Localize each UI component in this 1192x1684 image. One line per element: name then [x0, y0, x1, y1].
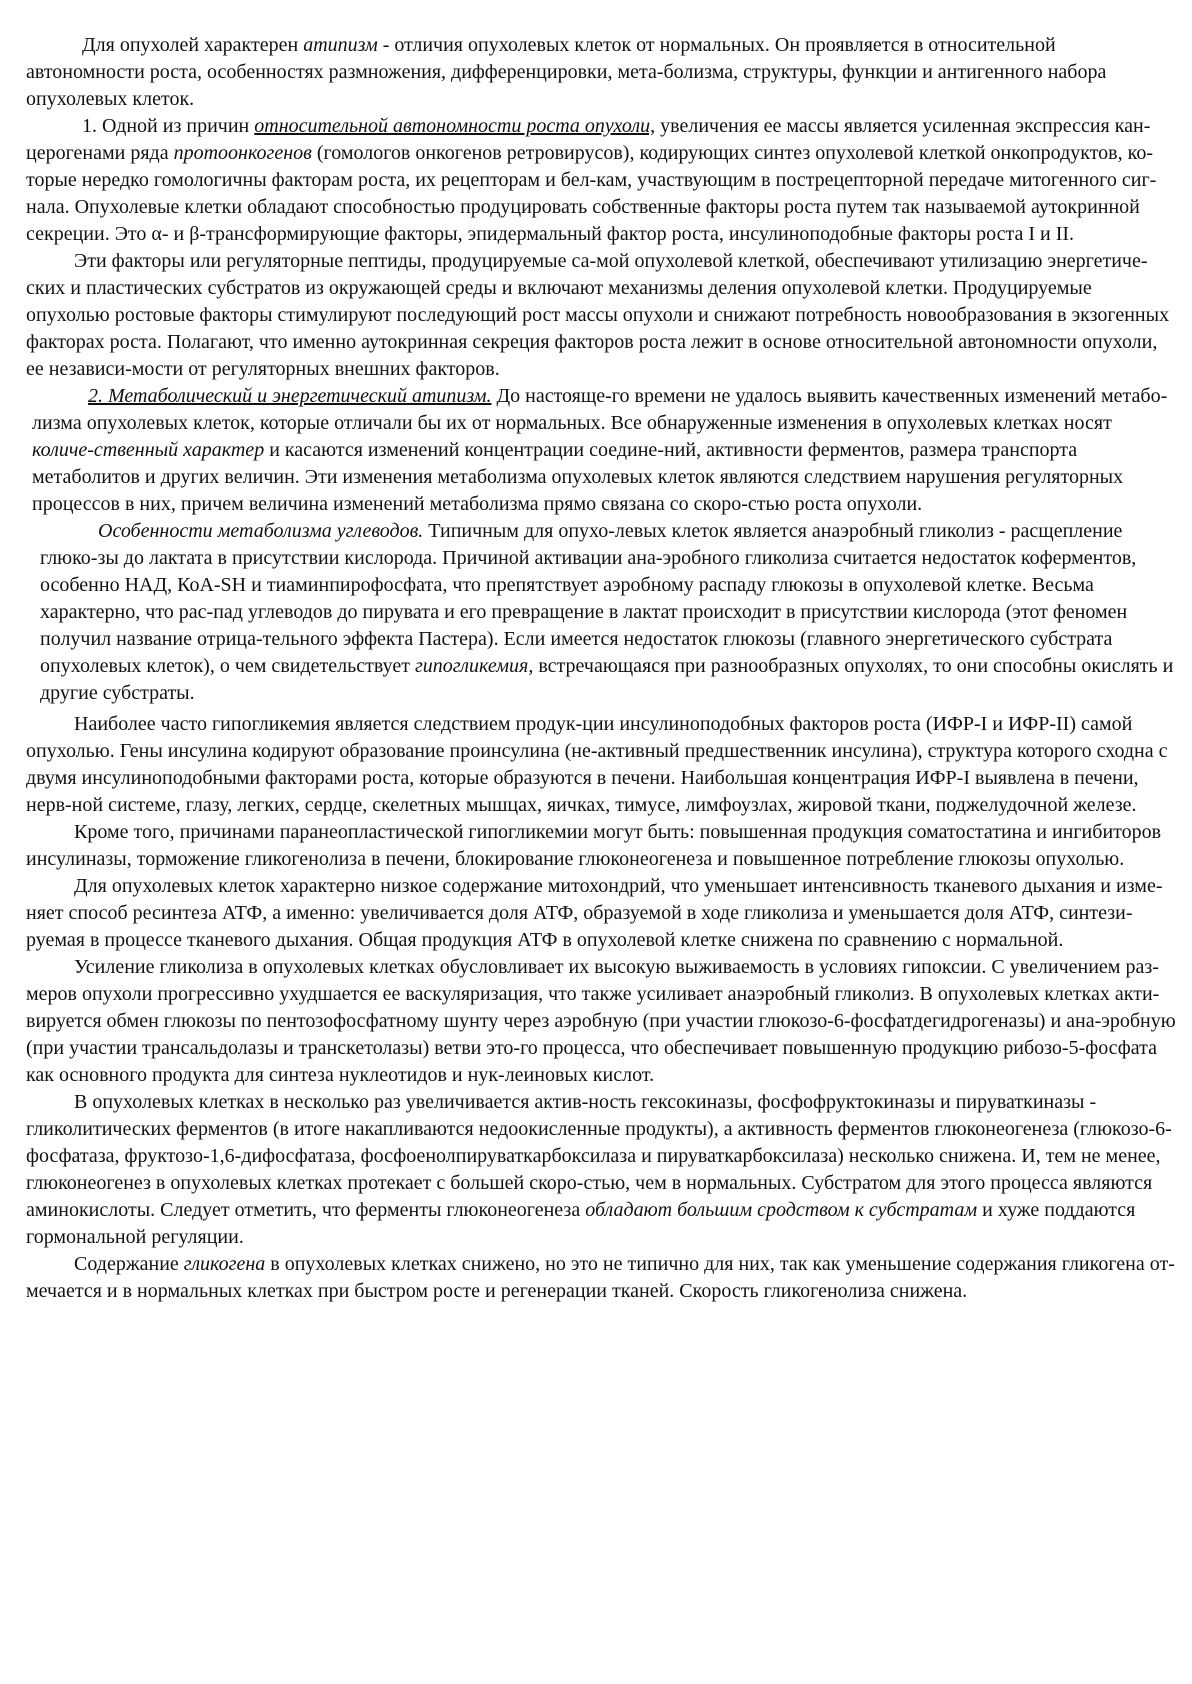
- paragraph-igf: Наиболее часто гипогликемия является следствием продук-ции инсулиноподобных факторов роста (ИФР-I и ИФР-II) самой опухолью. Гены инсулина кодируют образование проинсулина (не-активный предшественник инсулина), структура которого сходна с двумя инсулиноподобными факторами роста, которые образуются в печени. Наибольшая концентрация ИФР-I выявлена в печени, нерв-ной системе, глазу, легких, сердце, скелетных мышцах, яичках, тимусе, лимфоузлах, жировой ткани, поджелудочной железе.: [26, 713, 1168, 816]
- paragraph-regulatory-peptides: Эти факторы или регуляторные пептиды, продуцируемые са-мой опухолевой клеткой, обеспечивают утилизацию энергетиче-ских и пластических субстратов из окружающей среды и включают механизмы деления опухолевой клетки. Продуцируемые опухолью ростовые факторы стимулируют последующий рост массы опухоли и снижают потребность новообразования в экзогенных факторах роста. Полагают, что именно аутокринная секреция факторов роста лежит в основе относительной автономности опухоли, ее независи-мости от регуляторных внешних факторов.: [26, 250, 1170, 380]
- term-protooncogenes: протоонкогенов: [173, 142, 312, 164]
- term-hypoglycemia: гипогликемия,: [414, 655, 534, 677]
- paragraph-mitochondria: Для опухолевых клеток характерно низкое содержание митохондрий, что уменьшает интенсивность тканевого дыхания и изме-няет способ ресинтеза АТФ, а именно: увеличивается доля АТФ, образуемой в ходе гликолиза и уменьшается доля АТФ, синтези-руемая в процессе тканевого дыхания. Общая продукция АТФ в опухолевой клетке снижена по сравнению с нормальной.: [26, 875, 1163, 951]
- paragraph-glycolysis: Усиление гликолиза в опухолевых клетках обусловливает их высокую выживаемость в условиях гипоксии. С увеличением раз-меров опухоли прогрессивно ухудшается ее васкуляризация, что также усиливает анаэробный гликолиз. В опухолевых клетках акти-вируется обмен глюкозы по пентозофосфатному шунту через аэробную (при участии глюкозо-6-фосфатдегидрогеназы) и ана-эробную (при участии трансальдолазы и транскетолазы) ветви это-го процесса, что обеспечивает повышенную продукцию рибозо-5-фосфата как основного продукта для синтеза нуклеотидов и нук-леиновых кислот.: [26, 956, 1176, 1086]
- paragraph-paraneoplastic-hypoglycemia: Кроме того, причинами паранеопластической гипогликемии могут быть: повышенная продукция соматостатина и ингибиторов инсулиназы, торможение гликогенолиза в печени, блокирование глюконеогенеза и повышенное потребление глюкозы опухолью.: [26, 821, 1162, 870]
- term-affinity: обладают большим сродством к субстратам: [585, 1199, 978, 1221]
- paragraph-metabolic-atypism: 2. Метаболический и энергетический атипизм. До настояще-го времени не удалось выявить качественных изменений метабо-лизма опухолевых клеток, которые отличали бы их от нормальных. Все обнаруженные изменения в опухолевых клетках носят количе-ственный характер и касаются изменений концентрации соедине-ний, активности ферментов, размера транспорта метаболитов и других величин. Эти изменения метаболизма опухолевых клеток являются следствием нарушения регуляторных процессов в них, причем величина изменений метаболизма прямо связана со скоро-стью роста опухоли.: [32, 385, 1168, 515]
- paragraph-atypism-intro: Для опухолей характерен атипизм - отличия опухолевых клеток от нормальных. Он проявляется в относительной автономности роста, особенностях размножения, дифференцировки, мета-болизма, структуры, функции и антигенного набора опухолевых клеток.: [26, 34, 1107, 110]
- heading-metabolic-atypism: 2. Метаболический и энергетический атипизм.: [88, 385, 492, 407]
- paragraph-carbohydrate-metabolism: Особенности метаболизма углеводов. Типичным для опухо-левых клеток является анаэробный гликолиз - расщепление глюко-зы до лактата в присутствии кислорода. Причиной активации ана-эробного гликолиза считается недостаток коферментов, особенно НАД, КоА-SH и тиаминпирофосфата, что препятствует аэробному распаду глюкозы в опухолевой клетке. Весьма характерно, что рас-пад углеводов до пирувата и его превращение в лактат происходит в присутствии кислорода (этот феномен получил название отрица-тельного эффекта Пастера). Если имеется недостаток глюкозы (главного энергетического субстрата опухолевых клеток), о чем свидетельствует гипогликемия, встречающаяся при разнообразных опухолях, то они способны окислять и другие субстраты.: [40, 520, 1174, 704]
- heading-growth-autonomy: относительной автономности роста опухоли,: [254, 115, 656, 137]
- paragraph-growth-autonomy: 1. Одной из причин относительной автономности роста опухоли, увеличения ее массы является усиленная экспрессия кан-церогенами ряда протоонкогенов (гомологов онкогенов ретровирусов), кодирующих синтез опухолевой клеткой онкопродуктов, ко-торые нередко гомологичны факторам роста, их рецепторам и бел-кам, участвующим в пострецепторной передаче митогенного сиг-нала. Опухолевые клетки обладают способностью продуцировать собственные факторы роста путем так называемой аутокринной секреции. Это α- и β-трансформирующие факторы, эпидермальный фактор роста, инсулиноподобные факторы роста I и II.: [26, 115, 1157, 245]
- heading-carbohydrate-metabolism: Особенности метаболизма углеводов.: [98, 520, 424, 542]
- term-glycogen: гликогена: [183, 1253, 266, 1275]
- paragraph-enzymes: В опухолевых клетках в несколько раз увеличивается актив-ность гексокиназы, фосфофруктокиназы и пируваткиназы - гликолитических ферментов (в итоге накапливаются недоокисленные продукты), а активность ферментов глюконеогенеза (глюкозо-6-фосфатаза, фруктозо-1,6-дифосфатаза, фосфоенолпируваткарбоксилаза и пируваткарбоксилаза) несколько снижена. И, тем не менее, глюконеогенез в опухолевых клетках протекает с большей скоро-стью, чем в нормальных. Субстратом для этого процесса являются аминокислоты. Следует отметить, что ферменты глюконеогенеза обладают большим сродством к субстратам и хуже поддаются гормональной регуляции.: [26, 1091, 1172, 1248]
- term-quantitative: количе-ственный характер: [32, 439, 265, 461]
- paragraph-glycogen: Содержание гликогена в опухолевых клетках снижено, но это не типично для них, так как уменьшение содержания гликогена от-мечается и в нормальных клетках при быстром росте и регенерации тканей. Скорость гликогенолиза снижена.: [26, 1253, 1175, 1302]
- term-atypism: атипизм: [303, 34, 378, 56]
